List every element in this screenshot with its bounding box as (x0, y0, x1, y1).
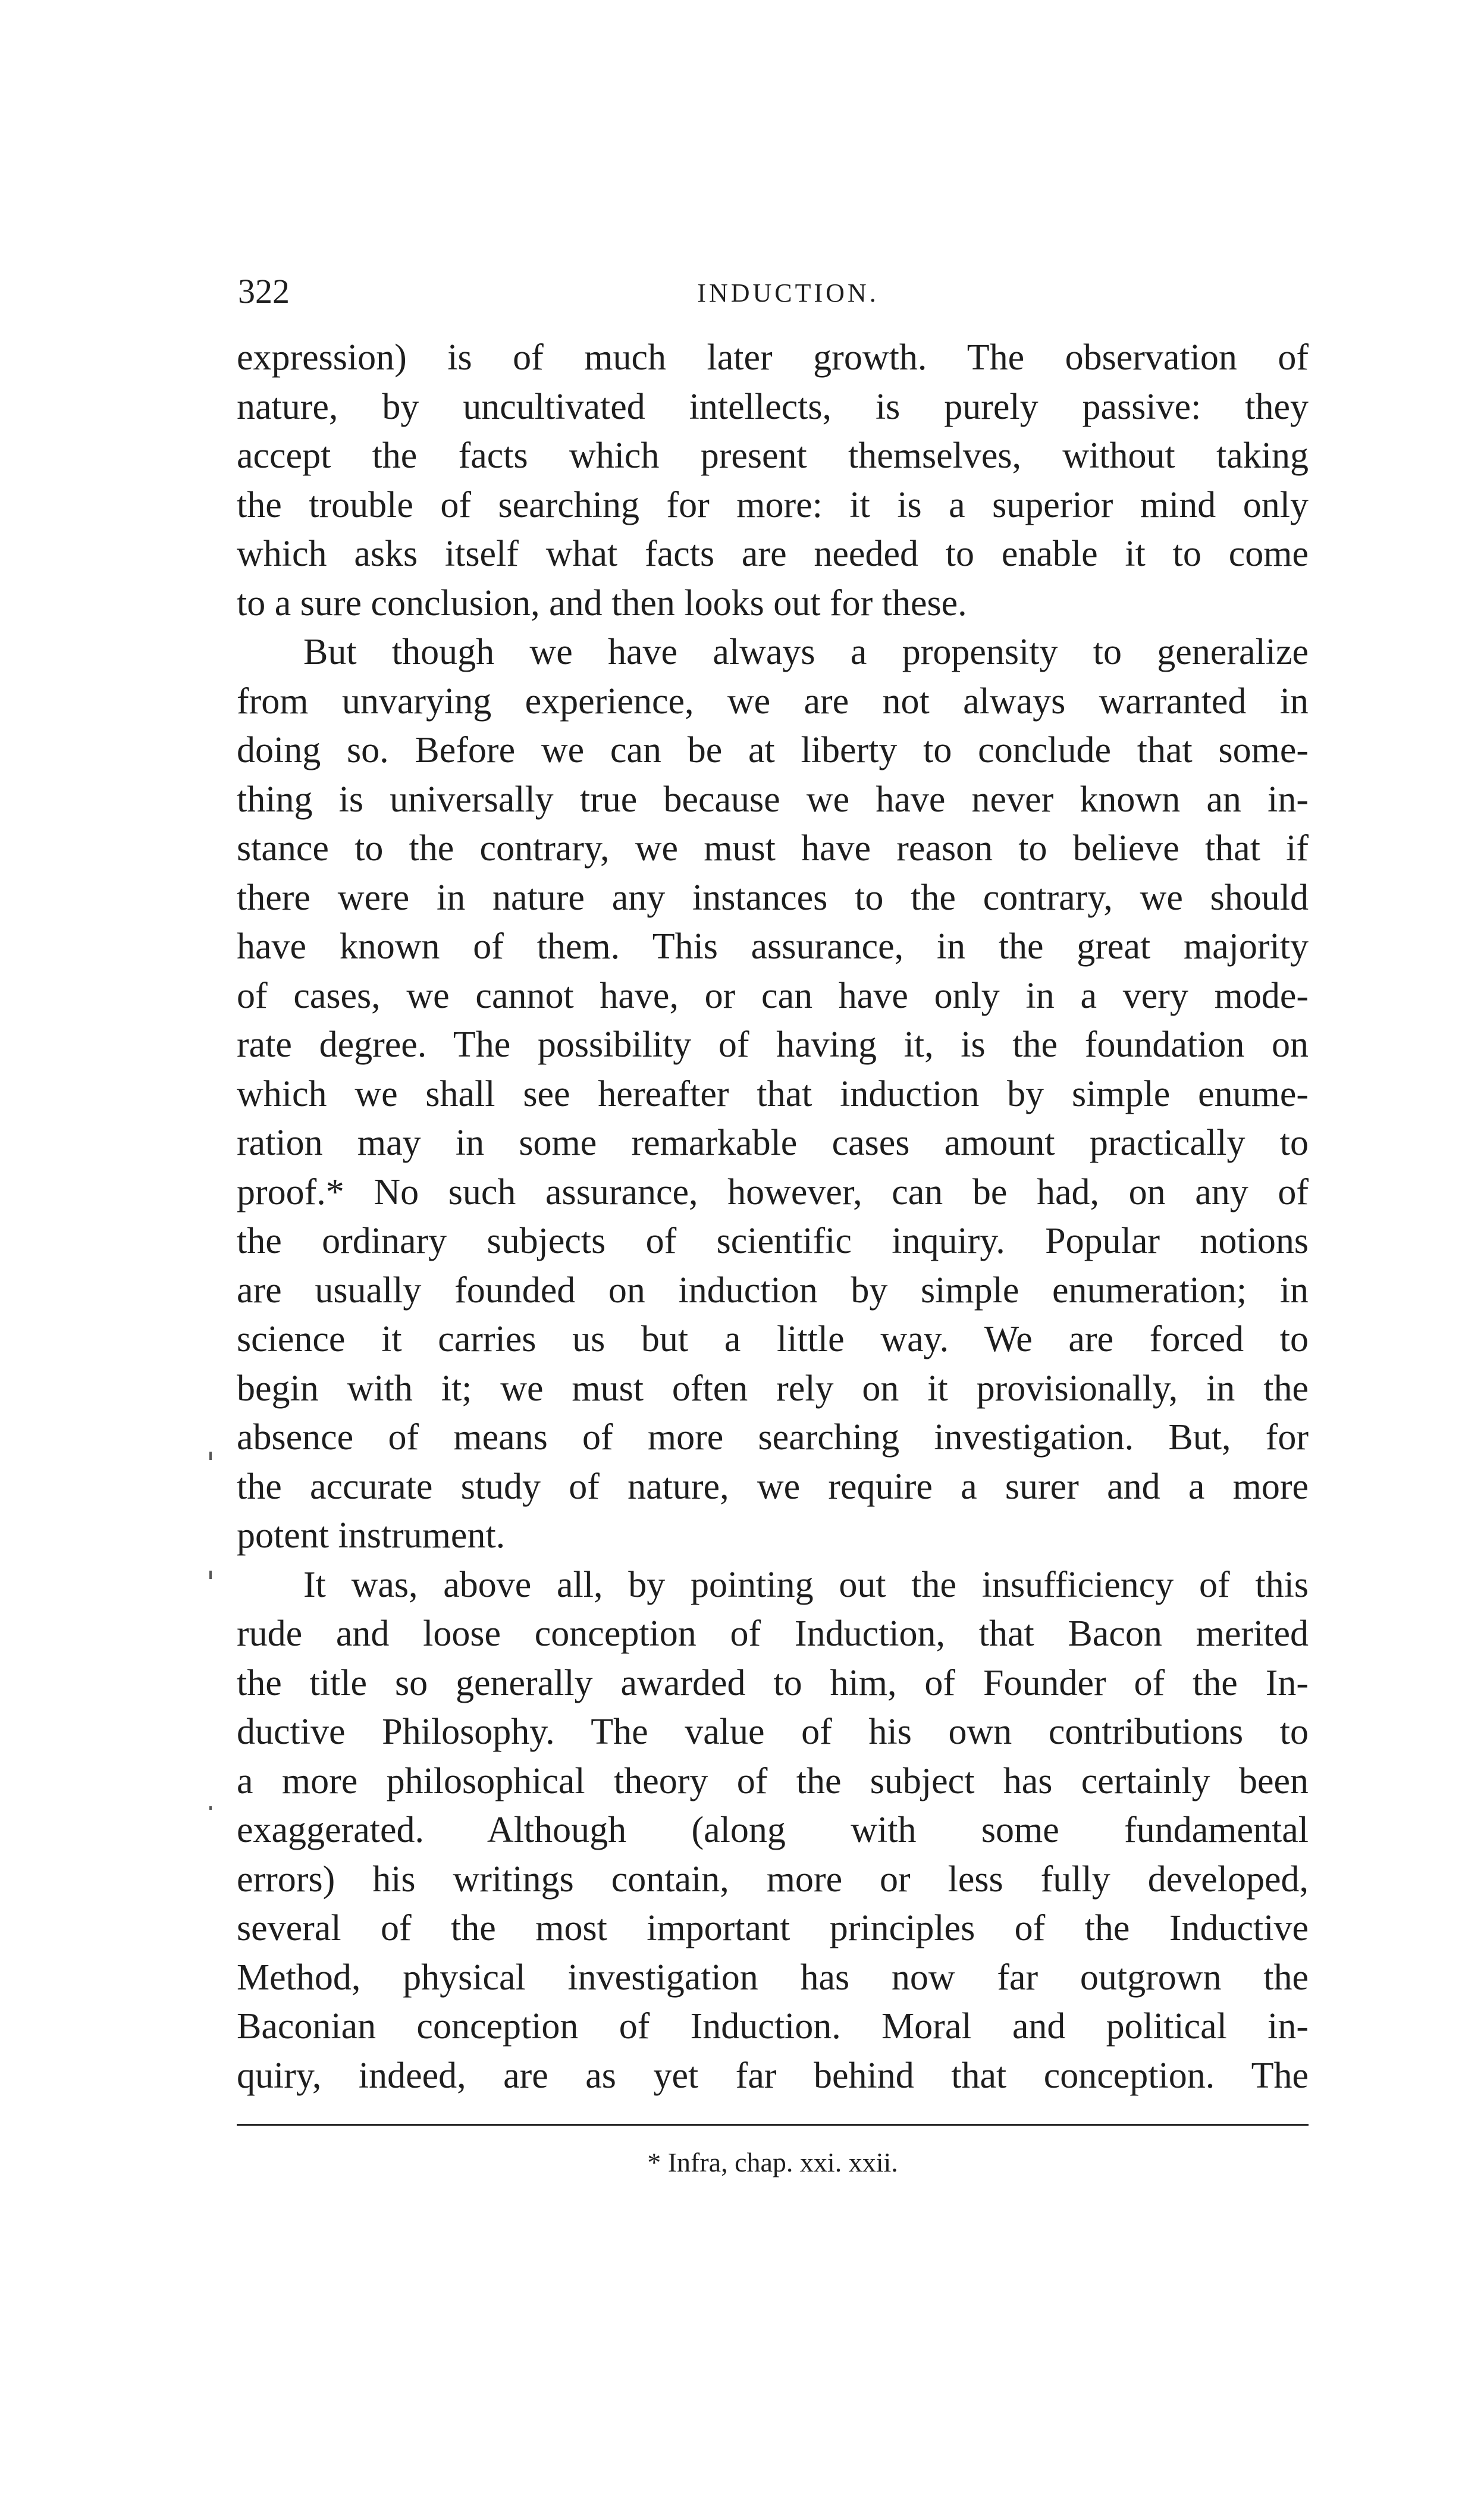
text-line: proof.* No such assurance, however, can be had, on any of (237, 1171, 1309, 1212)
footnote-rule (237, 2124, 1309, 2126)
text-line: thing is universally true because we have never known an in- (237, 779, 1309, 820)
text-line: begin with it; we must often rely on it provisionally, in the (237, 1368, 1309, 1409)
text-line: there were in nature any instances to the contrary, we should (237, 877, 1309, 918)
text-line: ductive Philosophy. The value of his own contributions to (237, 1712, 1309, 1752)
text-line: errors) his writings contain, more or less fully developed, (237, 1859, 1309, 1900)
text-line: rate degree. The possibility of having it, is the foundation on (237, 1024, 1309, 1065)
text-line: of cases, we cannot have, or can have only in a very mode- (237, 975, 1309, 1016)
paragraph-first-line: It was, above all, by pointing out the insufficiency of this (303, 1564, 1309, 1605)
margin-mark (209, 1806, 212, 1810)
text-line: which asks itself what facts are needed to enable it to come (237, 534, 1309, 574)
running-title: INDUCTION. (697, 278, 879, 308)
margin-mark (209, 1571, 212, 1579)
text-line: nature, by uncultivated intellects, is purely passive: they (237, 386, 1309, 427)
text-line: which we shall see hereafter that induction by simple enume- (237, 1073, 1309, 1114)
text-line: from unvarying experience, we are not always warranted in (237, 681, 1309, 722)
text-line: the title so generally awarded to him, of Founder of the In- (237, 1662, 1309, 1703)
text-line: several of the most important principles of the Inductive (237, 1908, 1309, 1948)
footnote: * Infra, chap. xxi. xxii. (647, 2147, 898, 2177)
text-line: absence of means of more searching investigation. But, for (237, 1417, 1309, 1458)
text-line: rude and loose conception of Induction, that Bacon merited (237, 1613, 1309, 1654)
margin-mark (209, 1452, 212, 1460)
text-line: the ordinary subjects of scientific inquiry. Popular notions (237, 1221, 1309, 1261)
body-text (237, 333, 1309, 2100)
text-line: science it carries us but a little way. We are forced to (237, 1319, 1309, 1359)
text-line: have known of them. This assurance, in the great majority (237, 926, 1309, 967)
text-line: exaggerated. Although (along with some fundamental (237, 1810, 1309, 1850)
paragraph-first-line: But though we have always a propensity to generalize (303, 632, 1309, 672)
text-line: doing so. Before we can be at liberty to conclude that some- (237, 730, 1309, 770)
text-line: to a sure conclusion, and then looks out for these. (237, 582, 967, 623)
page-number: 322 (238, 272, 290, 311)
text-line: stance to the contrary, we must have reason to believe that if (237, 828, 1309, 869)
text-line: the trouble of searching for more: it is a superior mind only (237, 484, 1309, 525)
text-line: a more philosophical theory of the subject has certainly been (237, 1760, 1309, 1801)
text-line: accept the facts which present themselves, without taking (237, 435, 1309, 476)
running-head (238, 271, 1303, 312)
text-line: ration may in some remarkable cases amount practically to (237, 1123, 1309, 1163)
text-line: potent instrument. (237, 1515, 506, 1556)
text-line: the accurate study of nature, we require a surer and a more (237, 1466, 1309, 1507)
text-line: are usually founded on induction by simple enumeration; in (237, 1270, 1309, 1311)
text-line: Method, physical investigation has now far outgrown the (237, 1957, 1309, 1998)
text-line: expression) is of much later growth. The observation of (237, 337, 1309, 378)
text-line: quiry, indeed, are as yet far behind that conception. The (237, 2055, 1309, 2096)
text-line: Baconian conception of Induction. Moral and political in- (237, 2006, 1309, 2047)
